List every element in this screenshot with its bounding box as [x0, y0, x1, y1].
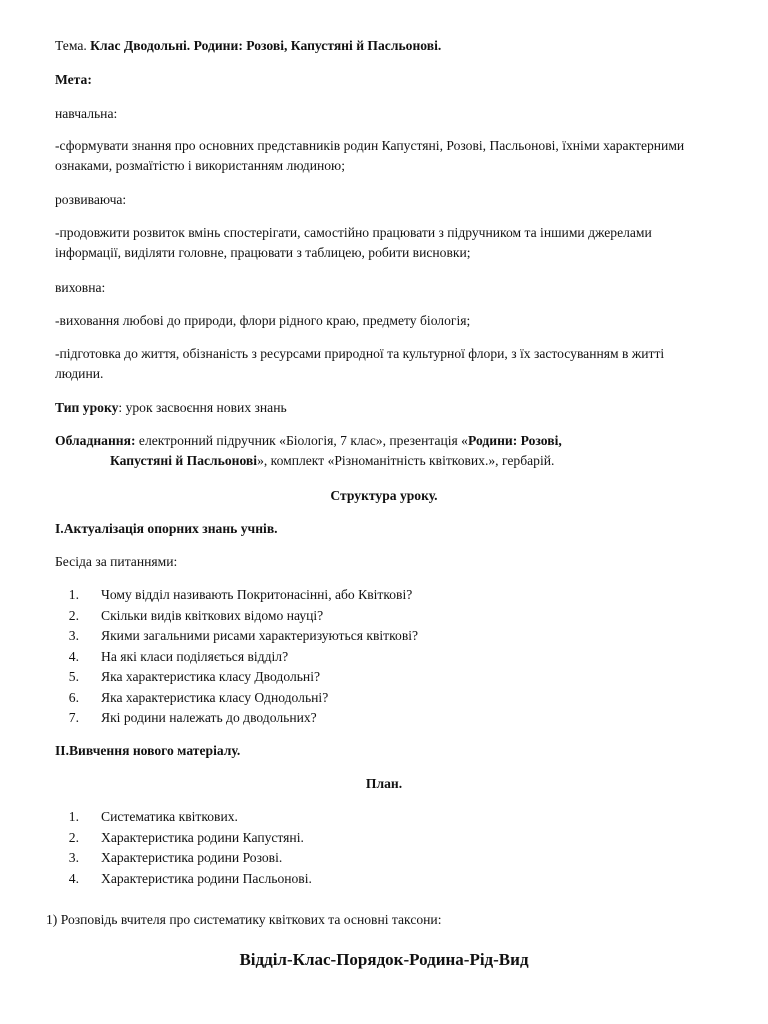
- educational-label: навчальна:: [55, 106, 118, 121]
- list-text: Характеристика родини Розові.: [101, 850, 283, 865]
- plan-item: [55, 848, 312, 869]
- lesson-structure-heading: Структура уроку.: [330, 488, 438, 503]
- list-number: 2.: [68, 829, 79, 845]
- question-item: [55, 606, 418, 627]
- equipment-part1: електронний підручник «Біологія, 7 клас», презентація «: [138, 433, 468, 448]
- equipment: [55, 431, 715, 471]
- question-item: [55, 647, 418, 668]
- equipment-label: Обладнання:: [55, 433, 136, 448]
- list-text: Характеристика родини Пасльонові.: [101, 870, 312, 886]
- list-text: Яка характеристика класу Дводольні?: [101, 669, 321, 684]
- equipment-part2: », комплект «Різноманітність квіткових.», гербарій.: [257, 453, 555, 468]
- plan-heading: План.: [365, 776, 403, 791]
- question-item: [55, 585, 418, 606]
- section-2-heading: ІІ.Вивчення нового матеріалу.: [55, 743, 241, 758]
- educational-text: -сформувати знання про основних представників родин Капустяні, Розові, Пасльонові, їхніми характерними ознаками, розмаїтістю і використанням людиною;: [55, 138, 685, 173]
- list-number: 4.: [68, 870, 79, 886]
- list-number: 1.: [68, 809, 79, 824]
- teacher-story-text: Розповідь вчителя про систематику квіткових та основні таксони:: [60, 912, 442, 927]
- upbringing-text-2: -підготовка до життя, обізнаність з ресурсами природної та культурної флори, з їх застосуванням в житті людини.: [55, 346, 665, 381]
- upbringing-label: виховна:: [55, 280, 106, 295]
- taxonomy-line: Відділ-Клас-Порядок-Родина-Рід-Вид: [239, 950, 529, 969]
- section-1-heading: І.Актуалізація опорних знань учнів.: [55, 521, 278, 536]
- plan-item: [55, 828, 312, 849]
- question-item: [55, 688, 418, 709]
- lesson-type-value: : урок засвоєння нових знань: [118, 400, 287, 415]
- equipment-bold2: Капустяні й Пасльонові: [110, 453, 258, 468]
- lesson-type-label: Тип уроку: [55, 400, 119, 415]
- question-item: [55, 667, 418, 688]
- question-item: [55, 626, 418, 647]
- list-number: 2.: [68, 607, 79, 623]
- goal-heading: Мета:: [55, 72, 92, 87]
- list-number: 3.: [68, 850, 79, 865]
- list-text: Систематика квіткових.: [101, 809, 238, 824]
- upbringing-text-1: -виховання любові до природи, флори рідного краю, предмету біологія;: [55, 313, 471, 328]
- list-number: 6.: [68, 689, 79, 705]
- list-number: 1.: [68, 587, 79, 602]
- plan-list: [55, 807, 312, 889]
- list-number: 7.: [68, 710, 79, 725]
- topic-text: Клас Дводольні. Родини: Розові, Капустяні й Пасльонові.: [90, 38, 442, 53]
- teacher-story: [46, 910, 706, 930]
- question-item: [55, 708, 418, 729]
- list-number: 3.: [68, 628, 79, 643]
- teacher-story-number: 1): [46, 912, 58, 927]
- section-1-intro: Бесіда за питаннями:: [55, 554, 178, 569]
- list-text: Характеристика родини Капустяні.: [101, 829, 304, 845]
- topic-line: [55, 36, 715, 56]
- equipment-bold1: Родини: Розові,: [467, 433, 562, 448]
- plan-item: [55, 807, 312, 828]
- plan-item: [55, 869, 312, 890]
- questions-list: [55, 585, 418, 729]
- list-number: 4.: [68, 648, 79, 664]
- list-text: Яка характеристика класу Однодольні?: [101, 689, 329, 705]
- list-text: Якими загальними рисами характеризуються квіткові?: [101, 628, 419, 643]
- developmental-text: -продовжити розвиток вмінь спостерігати, самостійно працювати з підручником та іншими джерелами інформації, виділяти головне, працювати з таблицею, робити висновки;: [55, 225, 652, 260]
- list-text: Чому відділ називають Покритонасінні, або Квіткові?: [101, 587, 413, 602]
- list-text: Які родини належать до дводольних?: [101, 710, 317, 725]
- lesson-type: [55, 398, 715, 418]
- list-number: 5.: [68, 669, 79, 684]
- list-text: На які класи поділяється відділ?: [101, 648, 289, 664]
- developmental-label: розвиваюча:: [55, 192, 127, 207]
- topic-label: Тема.: [55, 38, 87, 53]
- list-text: Скільки видів квіткових відомо науці?: [101, 607, 324, 623]
